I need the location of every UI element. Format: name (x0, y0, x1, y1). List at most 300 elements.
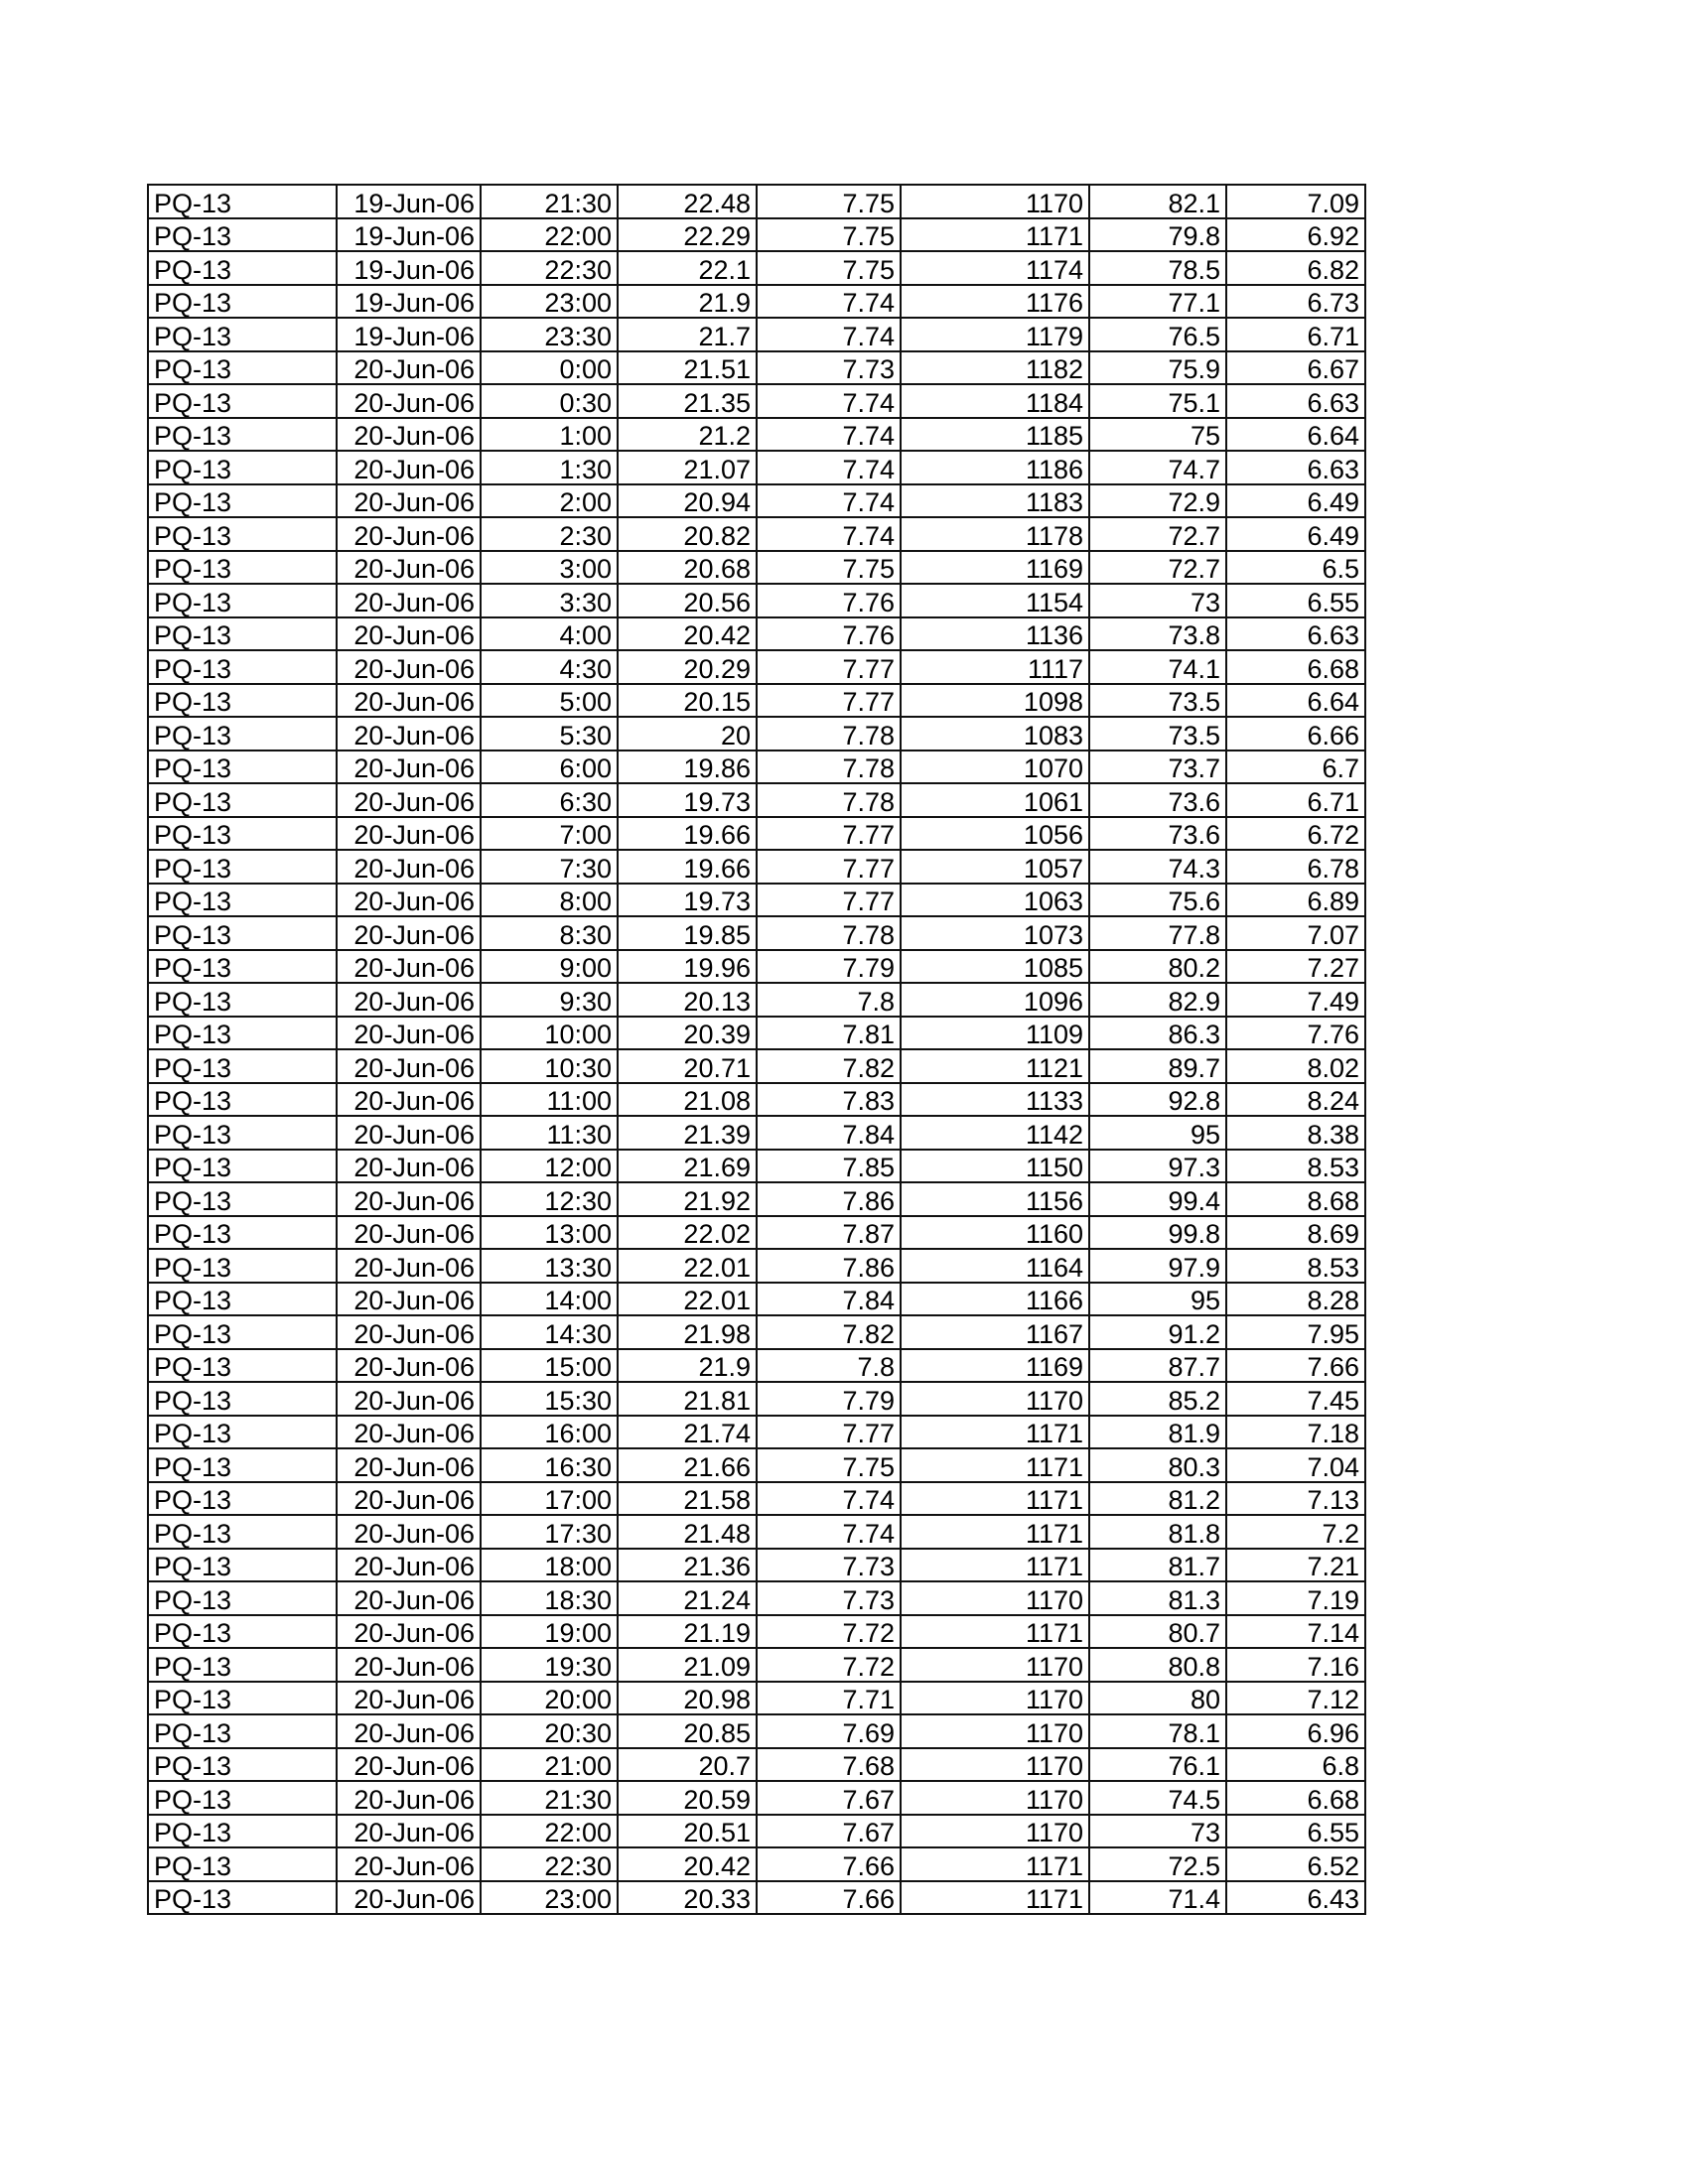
value-d-cell: 72.9 (1089, 484, 1226, 518)
value-a-cell: 22.29 (618, 218, 757, 252)
value-b-cell: 7.83 (757, 1083, 901, 1117)
station-cell: PQ-13 (148, 484, 337, 518)
table-row (148, 1714, 1365, 1748)
station-cell: PQ-13 (148, 983, 337, 1017)
value-e-cell: 6.64 (1226, 684, 1365, 718)
value-a-cell: 20 (618, 717, 757, 751)
value-a-cell: 22.02 (618, 1216, 757, 1250)
station-cell: PQ-13 (148, 650, 337, 684)
station-cell: PQ-13 (148, 1083, 337, 1117)
value-e-cell: 6.73 (1226, 285, 1365, 319)
value-d-cell: 95 (1089, 1283, 1226, 1316)
value-d-cell: 75.1 (1089, 384, 1226, 418)
value-e-cell: 6.63 (1226, 451, 1365, 484)
value-e-cell: 6.49 (1226, 517, 1365, 551)
value-b-cell: 7.71 (757, 1682, 901, 1715)
value-d-cell: 73.6 (1089, 783, 1226, 817)
station-cell: PQ-13 (148, 1150, 337, 1183)
date-cell: 20-Jun-06 (337, 1083, 481, 1117)
value-e-cell: 8.68 (1226, 1182, 1365, 1216)
date-cell: 20-Jun-06 (337, 1781, 481, 1815)
value-c-cell: 1063 (901, 884, 1089, 917)
table-row (148, 451, 1365, 484)
time-cell: 13:00 (481, 1216, 618, 1250)
date-cell: 20-Jun-06 (337, 1216, 481, 1250)
table-row (148, 783, 1365, 817)
date-cell: 20-Jun-06 (337, 1017, 481, 1050)
value-a-cell: 20.7 (618, 1748, 757, 1782)
station-cell: PQ-13 (148, 850, 337, 884)
date-cell: 20-Jun-06 (337, 850, 481, 884)
time-cell: 0:00 (481, 351, 618, 385)
value-b-cell: 7.82 (757, 1315, 901, 1349)
value-a-cell: 21.92 (618, 1182, 757, 1216)
time-cell: 18:00 (481, 1549, 618, 1582)
value-b-cell: 7.82 (757, 1049, 901, 1083)
value-e-cell: 7.21 (1226, 1549, 1365, 1582)
table-row (148, 1448, 1365, 1482)
value-b-cell: 7.74 (757, 1482, 901, 1516)
value-d-cell: 73.5 (1089, 684, 1226, 718)
value-b-cell: 7.74 (757, 484, 901, 518)
table-row (148, 1416, 1365, 1449)
station-cell: PQ-13 (148, 1682, 337, 1715)
value-c-cell: 1154 (901, 584, 1089, 617)
time-cell: 14:00 (481, 1283, 618, 1316)
date-cell: 20-Jun-06 (337, 1581, 481, 1615)
table-row (148, 1615, 1365, 1649)
time-cell: 16:00 (481, 1416, 618, 1449)
table-row (148, 1515, 1365, 1549)
value-c-cell: 1170 (901, 1648, 1089, 1682)
value-b-cell: 7.8 (757, 983, 901, 1017)
value-c-cell: 1170 (901, 1781, 1089, 1815)
date-cell: 20-Jun-06 (337, 1748, 481, 1782)
time-cell: 2:00 (481, 484, 618, 518)
value-e-cell: 8.02 (1226, 1049, 1365, 1083)
value-b-cell: 7.66 (757, 1881, 901, 1915)
table-row (148, 218, 1365, 252)
station-cell: PQ-13 (148, 218, 337, 252)
table-row (148, 1083, 1365, 1117)
value-c-cell: 1061 (901, 783, 1089, 817)
table-row (148, 1748, 1365, 1782)
date-cell: 20-Jun-06 (337, 617, 481, 651)
time-cell: 4:00 (481, 617, 618, 651)
date-cell: 20-Jun-06 (337, 551, 481, 585)
value-d-cell: 73.7 (1089, 751, 1226, 784)
value-e-cell: 7.04 (1226, 1448, 1365, 1482)
value-d-cell: 81.2 (1089, 1482, 1226, 1516)
value-c-cell: 1176 (901, 285, 1089, 319)
value-c-cell: 1117 (901, 650, 1089, 684)
station-cell: PQ-13 (148, 1482, 337, 1516)
value-b-cell: 7.86 (757, 1182, 901, 1216)
value-d-cell: 80.8 (1089, 1648, 1226, 1682)
value-d-cell: 77.1 (1089, 285, 1226, 319)
value-a-cell: 20.13 (618, 983, 757, 1017)
date-cell: 20-Jun-06 (337, 1815, 481, 1848)
value-e-cell: 6.68 (1226, 650, 1365, 684)
value-b-cell: 7.77 (757, 817, 901, 851)
value-e-cell: 7.19 (1226, 1581, 1365, 1615)
value-a-cell: 19.86 (618, 751, 757, 784)
value-b-cell: 7.73 (757, 1581, 901, 1615)
date-cell: 20-Jun-06 (337, 1416, 481, 1449)
value-a-cell: 21.24 (618, 1581, 757, 1615)
value-b-cell: 7.84 (757, 1283, 901, 1316)
value-d-cell: 74.7 (1089, 451, 1226, 484)
station-cell: PQ-13 (148, 1781, 337, 1815)
value-d-cell: 81.3 (1089, 1581, 1226, 1615)
value-b-cell: 7.79 (757, 950, 901, 984)
table-row (148, 1249, 1365, 1283)
table-row (148, 1549, 1365, 1582)
station-cell: PQ-13 (148, 1748, 337, 1782)
value-a-cell: 20.42 (618, 1847, 757, 1881)
time-cell: 14:30 (481, 1315, 618, 1349)
value-c-cell: 1083 (901, 717, 1089, 751)
value-c-cell: 1109 (901, 1017, 1089, 1050)
value-b-cell: 7.75 (757, 218, 901, 252)
table-row (148, 1049, 1365, 1083)
value-a-cell: 20.68 (618, 551, 757, 585)
date-cell: 20-Jun-06 (337, 351, 481, 385)
value-d-cell: 72.7 (1089, 517, 1226, 551)
table-row (148, 751, 1365, 784)
time-cell: 15:30 (481, 1382, 618, 1416)
time-cell: 17:00 (481, 1482, 618, 1516)
table-row (148, 484, 1365, 518)
table-row (148, 251, 1365, 285)
value-c-cell: 1169 (901, 551, 1089, 585)
value-e-cell: 6.55 (1226, 584, 1365, 617)
value-b-cell: 7.75 (757, 185, 901, 218)
station-cell: PQ-13 (148, 1847, 337, 1881)
value-e-cell: 8.28 (1226, 1283, 1365, 1316)
value-c-cell: 1171 (901, 1482, 1089, 1516)
value-d-cell: 76.1 (1089, 1748, 1226, 1782)
value-d-cell: 97.9 (1089, 1249, 1226, 1283)
value-b-cell: 7.74 (757, 318, 901, 351)
value-b-cell: 7.76 (757, 617, 901, 651)
date-cell: 20-Jun-06 (337, 1182, 481, 1216)
value-d-cell: 80.2 (1089, 950, 1226, 984)
time-cell: 7:00 (481, 817, 618, 851)
date-cell: 20-Jun-06 (337, 1847, 481, 1881)
value-c-cell: 1171 (901, 1615, 1089, 1649)
value-a-cell: 21.9 (618, 285, 757, 319)
value-c-cell: 1170 (901, 1382, 1089, 1416)
value-e-cell: 6.63 (1226, 617, 1365, 651)
value-b-cell: 7.77 (757, 1416, 901, 1449)
value-e-cell: 6.92 (1226, 218, 1365, 252)
table-row (148, 418, 1365, 452)
value-d-cell: 76.5 (1089, 318, 1226, 351)
table-row (148, 1349, 1365, 1383)
station-cell: PQ-13 (148, 584, 337, 617)
value-c-cell: 1171 (901, 1515, 1089, 1549)
value-d-cell: 99.8 (1089, 1216, 1226, 1250)
value-e-cell: 6.66 (1226, 717, 1365, 751)
table-row (148, 1283, 1365, 1316)
table-row (148, 1315, 1365, 1349)
value-b-cell: 7.87 (757, 1216, 901, 1250)
value-c-cell: 1098 (901, 684, 1089, 718)
value-a-cell: 21.09 (618, 1648, 757, 1682)
table-row (148, 1781, 1365, 1815)
value-d-cell: 95 (1089, 1116, 1226, 1150)
value-c-cell: 1171 (901, 218, 1089, 252)
time-cell: 11:00 (481, 1083, 618, 1117)
table-row (148, 1382, 1365, 1416)
time-cell: 6:00 (481, 751, 618, 784)
value-c-cell: 1178 (901, 517, 1089, 551)
value-e-cell: 7.27 (1226, 950, 1365, 984)
station-cell: PQ-13 (148, 1216, 337, 1250)
table-row (148, 1116, 1365, 1150)
value-c-cell: 1070 (901, 751, 1089, 784)
time-cell: 12:00 (481, 1150, 618, 1183)
value-b-cell: 7.68 (757, 1748, 901, 1782)
value-a-cell: 22.01 (618, 1283, 757, 1316)
value-c-cell: 1056 (901, 817, 1089, 851)
table-row (148, 850, 1365, 884)
value-a-cell: 21.36 (618, 1549, 757, 1582)
value-e-cell: 7.07 (1226, 916, 1365, 950)
value-e-cell: 6.63 (1226, 384, 1365, 418)
time-cell: 3:30 (481, 584, 618, 617)
value-c-cell: 1170 (901, 1682, 1089, 1715)
table-row (148, 1648, 1365, 1682)
time-cell: 21:30 (481, 1781, 618, 1815)
value-d-cell: 89.7 (1089, 1049, 1226, 1083)
value-d-cell: 82.1 (1089, 185, 1226, 218)
table-row (148, 1847, 1365, 1881)
value-a-cell: 19.73 (618, 783, 757, 817)
value-e-cell: 8.53 (1226, 1249, 1365, 1283)
value-b-cell: 7.75 (757, 551, 901, 585)
value-a-cell: 21.19 (618, 1615, 757, 1649)
value-d-cell: 91.2 (1089, 1315, 1226, 1349)
time-cell: 9:30 (481, 983, 618, 1017)
value-e-cell: 8.53 (1226, 1150, 1365, 1183)
value-d-cell: 75.9 (1089, 351, 1226, 385)
station-cell: PQ-13 (148, 1549, 337, 1582)
station-cell: PQ-13 (148, 1815, 337, 1848)
value-d-cell: 78.1 (1089, 1714, 1226, 1748)
date-cell: 20-Jun-06 (337, 684, 481, 718)
value-e-cell: 7.13 (1226, 1482, 1365, 1516)
value-e-cell: 6.71 (1226, 318, 1365, 351)
value-b-cell: 7.72 (757, 1615, 901, 1649)
station-cell: PQ-13 (148, 517, 337, 551)
value-e-cell: 7.18 (1226, 1416, 1365, 1449)
table-row (148, 617, 1365, 651)
value-d-cell: 73.5 (1089, 717, 1226, 751)
date-cell: 20-Jun-06 (337, 1283, 481, 1316)
date-cell: 20-Jun-06 (337, 650, 481, 684)
value-d-cell: 71.4 (1089, 1881, 1226, 1915)
value-d-cell: 73.6 (1089, 817, 1226, 851)
value-e-cell: 7.45 (1226, 1382, 1365, 1416)
station-cell: PQ-13 (148, 1648, 337, 1682)
station-cell: PQ-13 (148, 1283, 337, 1316)
date-cell: 20-Jun-06 (337, 1150, 481, 1183)
date-cell: 19-Jun-06 (337, 318, 481, 351)
station-cell: PQ-13 (148, 684, 337, 718)
time-cell: 7:30 (481, 850, 618, 884)
value-b-cell: 7.74 (757, 418, 901, 452)
value-d-cell: 85.2 (1089, 1382, 1226, 1416)
value-e-cell: 6.5 (1226, 551, 1365, 585)
table-row (148, 1182, 1365, 1216)
table-row (148, 717, 1365, 751)
station-cell: PQ-13 (148, 783, 337, 817)
date-cell: 20-Jun-06 (337, 451, 481, 484)
value-a-cell: 21.35 (618, 384, 757, 418)
value-b-cell: 7.66 (757, 1847, 901, 1881)
value-a-cell: 21.7 (618, 318, 757, 351)
value-b-cell: 7.79 (757, 1382, 901, 1416)
date-cell: 20-Jun-06 (337, 1682, 481, 1715)
value-b-cell: 7.84 (757, 1116, 901, 1150)
value-c-cell: 1182 (901, 351, 1089, 385)
time-cell: 5:30 (481, 717, 618, 751)
time-cell: 20:00 (481, 1682, 618, 1715)
value-a-cell: 22.01 (618, 1249, 757, 1283)
table-row (148, 983, 1365, 1017)
value-c-cell: 1183 (901, 484, 1089, 518)
table-row (148, 318, 1365, 351)
value-a-cell: 21.39 (618, 1116, 757, 1150)
value-e-cell: 6.71 (1226, 783, 1365, 817)
time-cell: 19:00 (481, 1615, 618, 1649)
value-a-cell: 22.48 (618, 185, 757, 218)
table-row (148, 1482, 1365, 1516)
value-a-cell: 19.66 (618, 850, 757, 884)
value-b-cell: 7.78 (757, 783, 901, 817)
value-e-cell: 6.96 (1226, 1714, 1365, 1748)
value-b-cell: 7.74 (757, 517, 901, 551)
value-c-cell: 1057 (901, 850, 1089, 884)
value-a-cell: 21.07 (618, 451, 757, 484)
date-cell: 20-Jun-06 (337, 484, 481, 518)
value-d-cell: 92.8 (1089, 1083, 1226, 1117)
station-cell: PQ-13 (148, 717, 337, 751)
table-row (148, 1682, 1365, 1715)
table-row (148, 351, 1365, 385)
value-e-cell: 6.7 (1226, 751, 1365, 784)
table-row (148, 1815, 1365, 1848)
value-e-cell: 8.24 (1226, 1083, 1365, 1117)
value-d-cell: 75.6 (1089, 884, 1226, 917)
value-b-cell: 7.75 (757, 1448, 901, 1482)
date-cell: 19-Jun-06 (337, 285, 481, 319)
station-cell: PQ-13 (148, 1515, 337, 1549)
value-b-cell: 7.81 (757, 1017, 901, 1050)
value-e-cell: 7.2 (1226, 1515, 1365, 1549)
station-cell: PQ-13 (148, 351, 337, 385)
time-cell: 22:00 (481, 218, 618, 252)
table-row (148, 551, 1365, 585)
date-cell: 20-Jun-06 (337, 384, 481, 418)
date-cell: 20-Jun-06 (337, 817, 481, 851)
value-a-cell: 20.85 (618, 1714, 757, 1748)
value-c-cell: 1096 (901, 983, 1089, 1017)
value-c-cell: 1171 (901, 1549, 1089, 1582)
value-e-cell: 7.12 (1226, 1682, 1365, 1715)
value-c-cell: 1184 (901, 384, 1089, 418)
value-c-cell: 1171 (901, 1881, 1089, 1915)
station-cell: PQ-13 (148, 617, 337, 651)
value-b-cell: 7.74 (757, 451, 901, 484)
value-c-cell: 1085 (901, 950, 1089, 984)
value-e-cell: 6.89 (1226, 884, 1365, 917)
date-cell: 20-Jun-06 (337, 584, 481, 617)
value-a-cell: 20.39 (618, 1017, 757, 1050)
value-a-cell: 21.81 (618, 1382, 757, 1416)
value-e-cell: 6.49 (1226, 484, 1365, 518)
station-cell: PQ-13 (148, 1615, 337, 1649)
date-cell: 20-Jun-06 (337, 1714, 481, 1748)
value-d-cell: 79.8 (1089, 218, 1226, 252)
time-cell: 10:30 (481, 1049, 618, 1083)
time-cell: 16:30 (481, 1448, 618, 1482)
value-c-cell: 1136 (901, 617, 1089, 651)
station-cell: PQ-13 (148, 1349, 337, 1383)
value-a-cell: 21.51 (618, 351, 757, 385)
value-a-cell: 22.1 (618, 251, 757, 285)
date-cell: 19-Jun-06 (337, 218, 481, 252)
station-cell: PQ-13 (148, 916, 337, 950)
value-d-cell: 72.5 (1089, 1847, 1226, 1881)
date-cell: 20-Jun-06 (337, 751, 481, 784)
value-a-cell: 19.66 (618, 817, 757, 851)
value-c-cell: 1185 (901, 418, 1089, 452)
table-row (148, 1017, 1365, 1050)
value-a-cell: 21.74 (618, 1416, 757, 1449)
time-cell: 11:30 (481, 1116, 618, 1150)
date-cell: 20-Jun-06 (337, 783, 481, 817)
station-cell: PQ-13 (148, 817, 337, 851)
value-a-cell: 21.2 (618, 418, 757, 452)
time-cell: 18:30 (481, 1581, 618, 1615)
date-cell: 20-Jun-06 (337, 1249, 481, 1283)
value-a-cell: 20.56 (618, 584, 757, 617)
station-cell: PQ-13 (148, 1049, 337, 1083)
value-e-cell: 6.67 (1226, 351, 1365, 385)
value-c-cell: 1179 (901, 318, 1089, 351)
value-b-cell: 7.77 (757, 650, 901, 684)
station-cell: PQ-13 (148, 950, 337, 984)
date-cell: 20-Jun-06 (337, 517, 481, 551)
time-cell: 10:00 (481, 1017, 618, 1050)
value-a-cell: 20.15 (618, 684, 757, 718)
value-c-cell: 1133 (901, 1083, 1089, 1117)
value-e-cell: 7.76 (1226, 1017, 1365, 1050)
time-cell: 21:00 (481, 1748, 618, 1782)
value-b-cell: 7.67 (757, 1815, 901, 1848)
value-c-cell: 1142 (901, 1116, 1089, 1150)
value-b-cell: 7.74 (757, 285, 901, 319)
value-c-cell: 1170 (901, 1748, 1089, 1782)
value-b-cell: 7.75 (757, 251, 901, 285)
time-cell: 23:00 (481, 285, 618, 319)
date-cell: 20-Jun-06 (337, 1615, 481, 1649)
value-a-cell: 21.08 (618, 1083, 757, 1117)
time-cell: 4:30 (481, 650, 618, 684)
